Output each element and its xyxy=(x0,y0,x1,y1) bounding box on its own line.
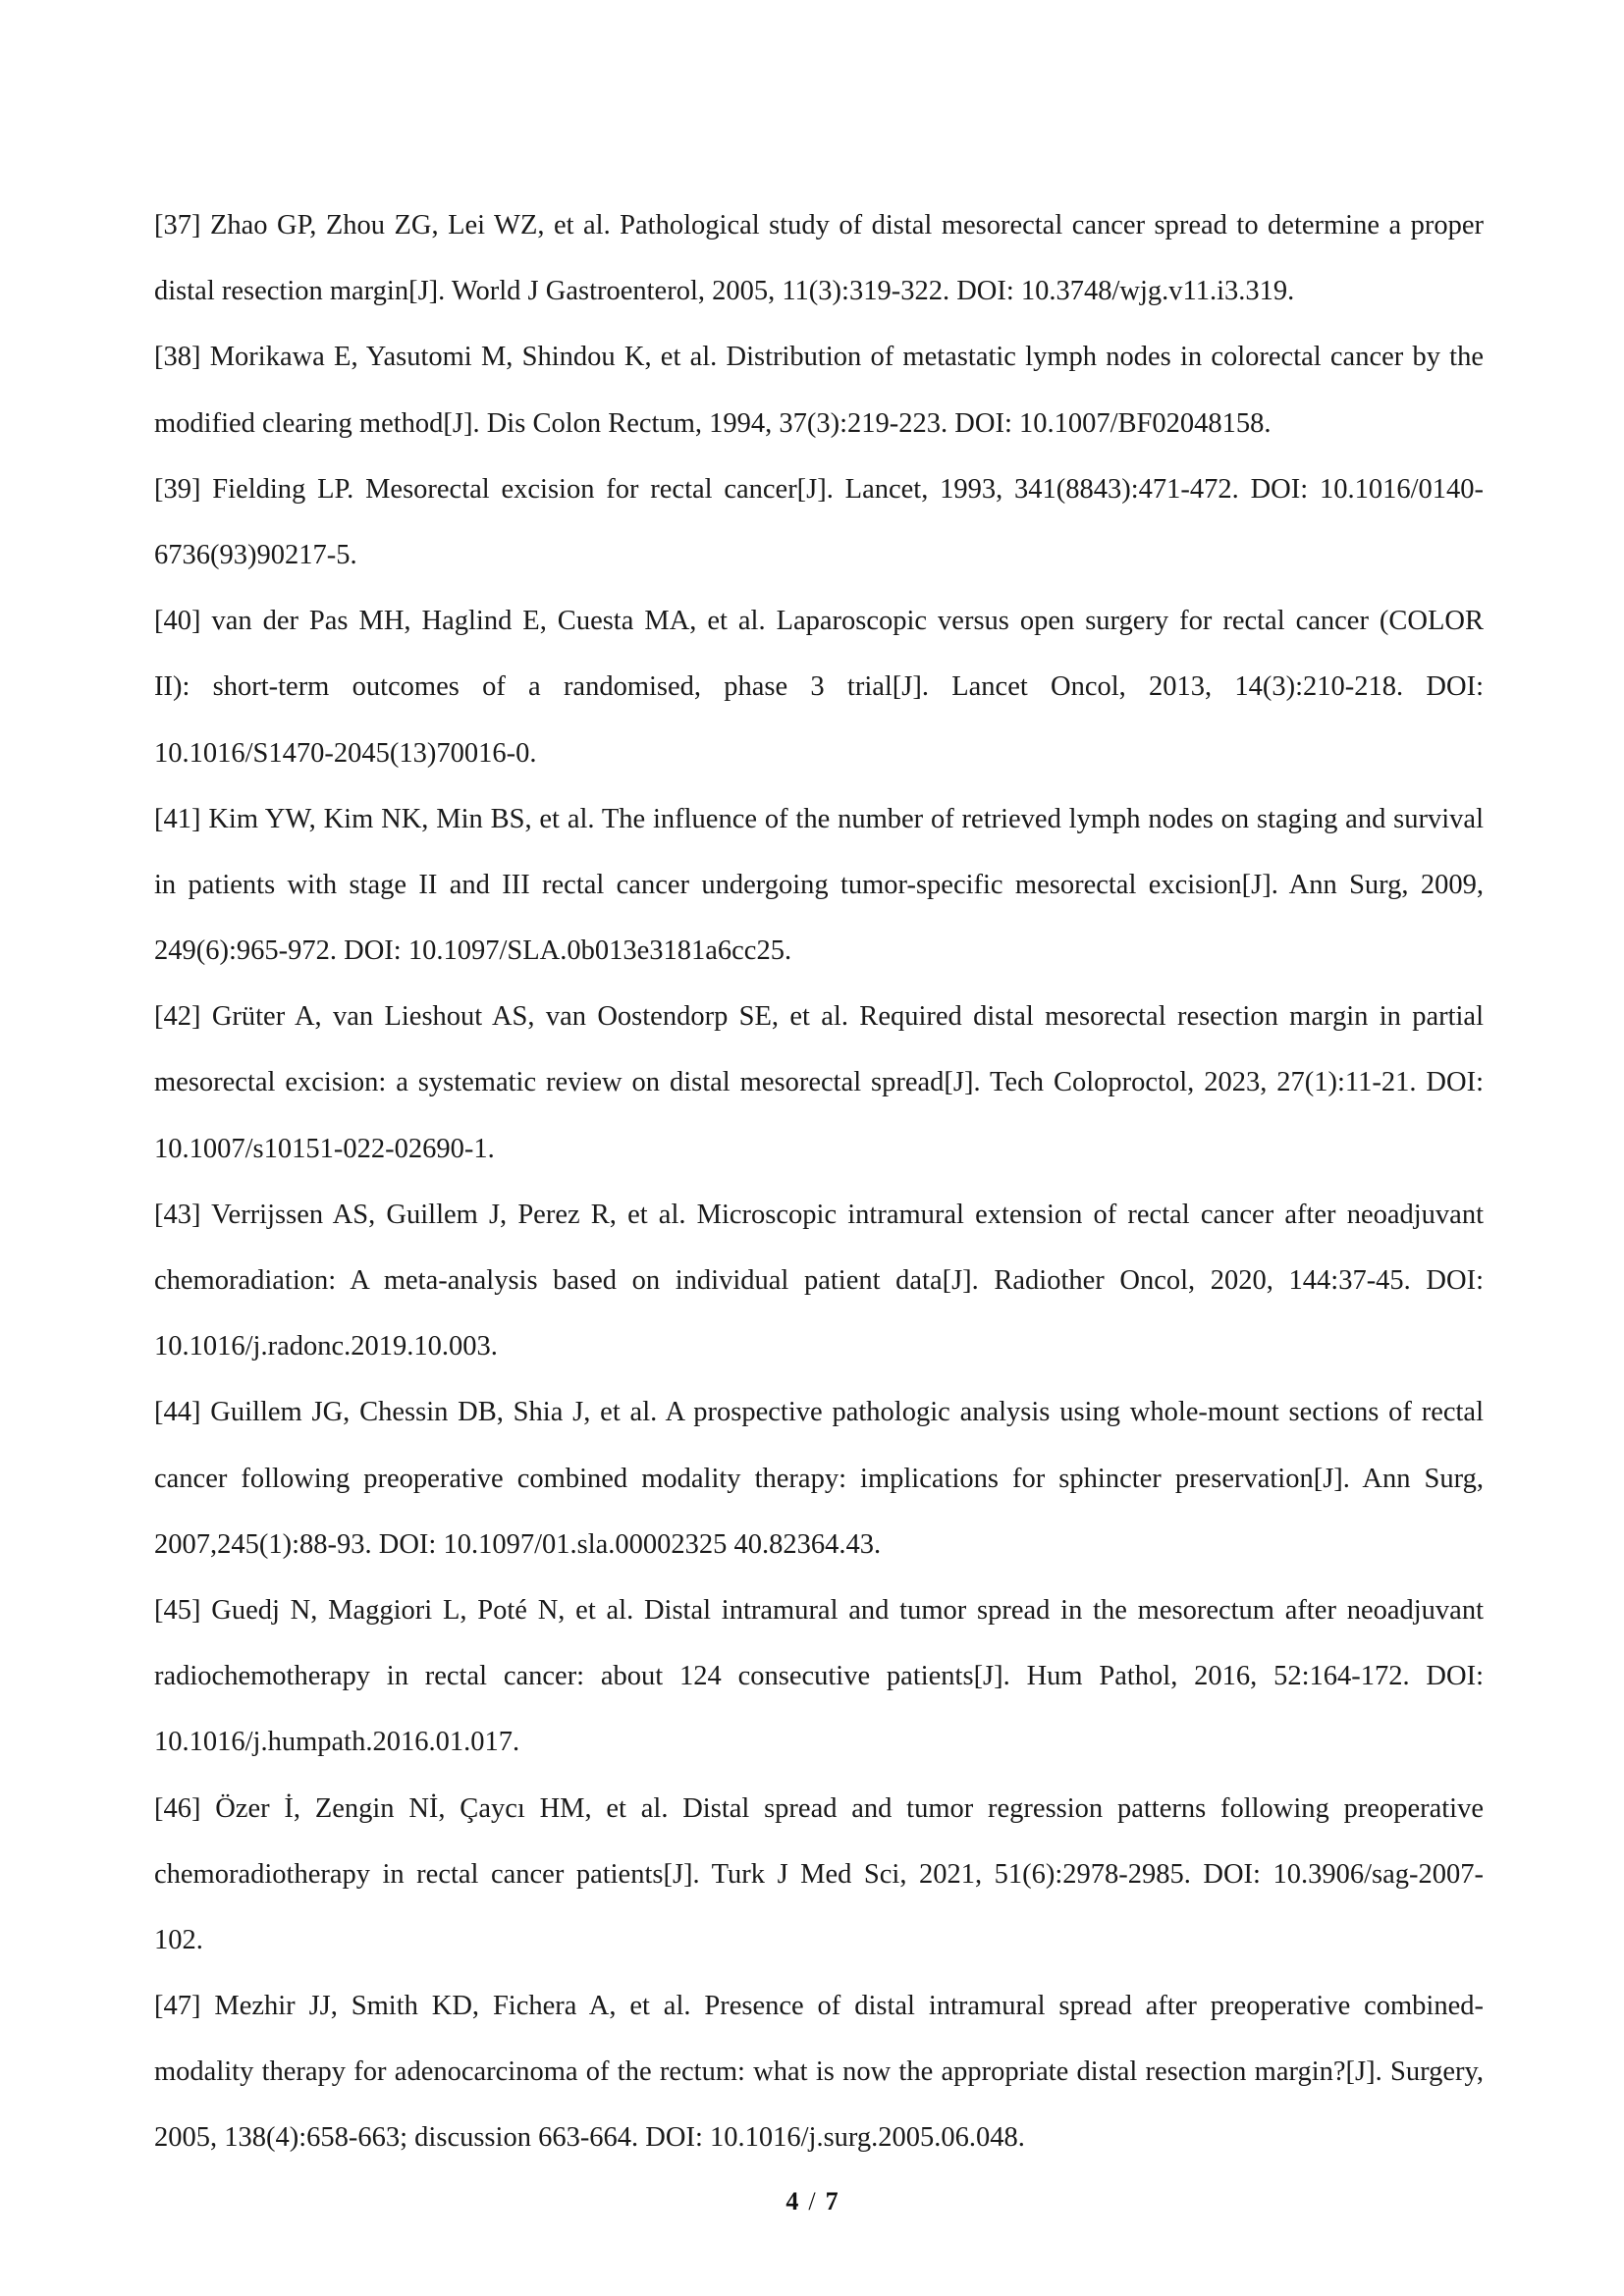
reference-line: modified clearing method[J]. Dis Colon Rectum, 1994, 37(3):219-223. DOI: 10.1007/BF02048158. xyxy=(154,407,1272,439)
reference-line: in patients with stage II and III rectal cancer undergoing tumor-specific mesorectal excision[J]. Ann Surg, 2009, xyxy=(154,869,1484,900)
reference-line: cancer following preoperative combined modality therapy: implications for sphincter preservation[J]. Ann Surg, xyxy=(154,1463,1484,1494)
reference-line: [44] Guillem JG, Chessin DB, Shia J, et al. A prospective pathologic analysis using whole-mount sections of rectal xyxy=(154,1397,1484,1428)
reference-line: [38] Morikawa E, Yasutomi M, Shindou K, et al. Distribution of metastatic lymph nodes in colorectal cancer by the xyxy=(154,342,1484,373)
reference-entry xyxy=(154,456,1484,588)
reference-entry xyxy=(154,1973,1484,2171)
reference-line: chemoradiotherapy in rectal cancer patients[J]. Turk J Med Sci, 2021, 51(6):2978-2985. DOI: 10.3906/sag-2007- xyxy=(154,1858,1484,1890)
reference-line: distal resection margin[J]. World J Gastroenterol, 2005, 11(3):319-322. DOI: 10.3748/wjg.v11.i3.319. xyxy=(154,276,1295,307)
reference-line: chemoradiation: A meta-analysis based on individual patient data[J]. Radiother Oncol, 2020, 144:37-45. DOI: xyxy=(154,1265,1484,1296)
reference-line: 10.1016/j.humpath.2016.01.017. xyxy=(154,1727,520,1758)
reference-line: 2005, 138(4):658-663; discussion 663-664. DOI: 10.1016/j.surg.2005.06.048. xyxy=(154,2122,1025,2154)
reference-line: 10.1016/j.radonc.2019.10.003. xyxy=(154,1331,498,1362)
reference-line: II): short-term outcomes of a randomised, phase 3 trial[J]. Lancet Oncol, 2013, 14(3):210-218. DOI: xyxy=(154,671,1484,703)
reference-entry xyxy=(154,324,1484,455)
current-page: 4 xyxy=(785,2187,799,2216)
reference-entry xyxy=(154,1379,1484,1577)
reference-line: [37] Zhao GP, Zhou ZG, Lei WZ, et al. Pathological study of distal mesorectal cancer spread to determine a proper xyxy=(154,210,1484,240)
page-separator: / xyxy=(808,2187,816,2216)
reference-line: [41] Kim YW, Kim NK, Min BS, et al. The influence of the number of retrieved lymph nodes on staging and survival xyxy=(154,803,1484,834)
reference-line: [47] Mezhir JJ, Smith KD, Fichera A, et al. Presence of distal intramural spread after preoperative combined- xyxy=(154,1991,1484,2022)
reference-entry xyxy=(154,192,1484,324)
reference-line: [42] Grüter A, van Lieshout AS, van Oostendorp SE, et al. Required distal mesorectal resection margin in partial xyxy=(154,1001,1484,1033)
reference-entry xyxy=(154,1776,1484,1974)
reference-line: 102. xyxy=(154,1924,203,1955)
reference-line: [45] Guedj N, Maggiori L, Poté N, et al. Distal intramural and tumor spread in the mesorectum after neoadjuvant xyxy=(154,1594,1484,1626)
reference-entry xyxy=(154,588,1484,786)
reference-line: [40] van der Pas MH, Haglind E, Cuesta MA, et al. Laparoscopic versus open surgery for rectal cancer (COLOR xyxy=(154,606,1484,637)
reference-line: modality therapy for adenocarcinoma of the rectum: what is now the appropriate distal resection margin?[J]. Surgery, xyxy=(154,2056,1484,2088)
reference-line: [46] Özer İ, Zengin Nİ, Çaycı HM, et al. Distal spread and tumor regression patterns following preoperative xyxy=(154,1792,1484,1824)
reference-line: 10.1007/s10151-022-02690-1. xyxy=(154,1133,495,1164)
reference-entry xyxy=(154,1182,1484,1380)
page-number xyxy=(0,2187,1624,2216)
reference-line: [43] Verrijssen AS, Guillem J, Perez R, et al. Microscopic intramural extension of rectal cancer after neoadjuvant xyxy=(154,1199,1484,1230)
reference-line: [39] Fielding LP. Mesorectal excision for rectal cancer[J]. Lancet, 1993, 341(8843):471-472. DOI: 10.1016/0140- xyxy=(154,473,1484,505)
reference-line: 249(6):965-972. DOI: 10.1097/SLA.0b013e3181a6cc25. xyxy=(154,935,792,967)
total-pages: 7 xyxy=(825,2187,839,2216)
reference-entry xyxy=(154,984,1484,1182)
reference-line: mesorectal excision: a systematic review on distal mesorectal spread[J]. Tech Coloproctol, 2023, 27(1):11-21. DOI: xyxy=(154,1067,1484,1098)
reference-line: 6736(93)90217-5. xyxy=(154,539,357,570)
reference-list xyxy=(154,192,1484,2171)
reference-entry xyxy=(154,1577,1484,1776)
reference-entry xyxy=(154,786,1484,985)
reference-line: 10.1016/S1470-2045(13)70016-0. xyxy=(154,737,537,769)
reference-line: radiochemotherapy in rectal cancer: about 124 consecutive patients[J]. Hum Pathol, 2016, 52:164-172. DOI: xyxy=(154,1661,1484,1692)
reference-line: 2007,245(1):88-93. DOI: 10.1097/01.sla.00002325 40.82364.43. xyxy=(154,1528,882,1560)
